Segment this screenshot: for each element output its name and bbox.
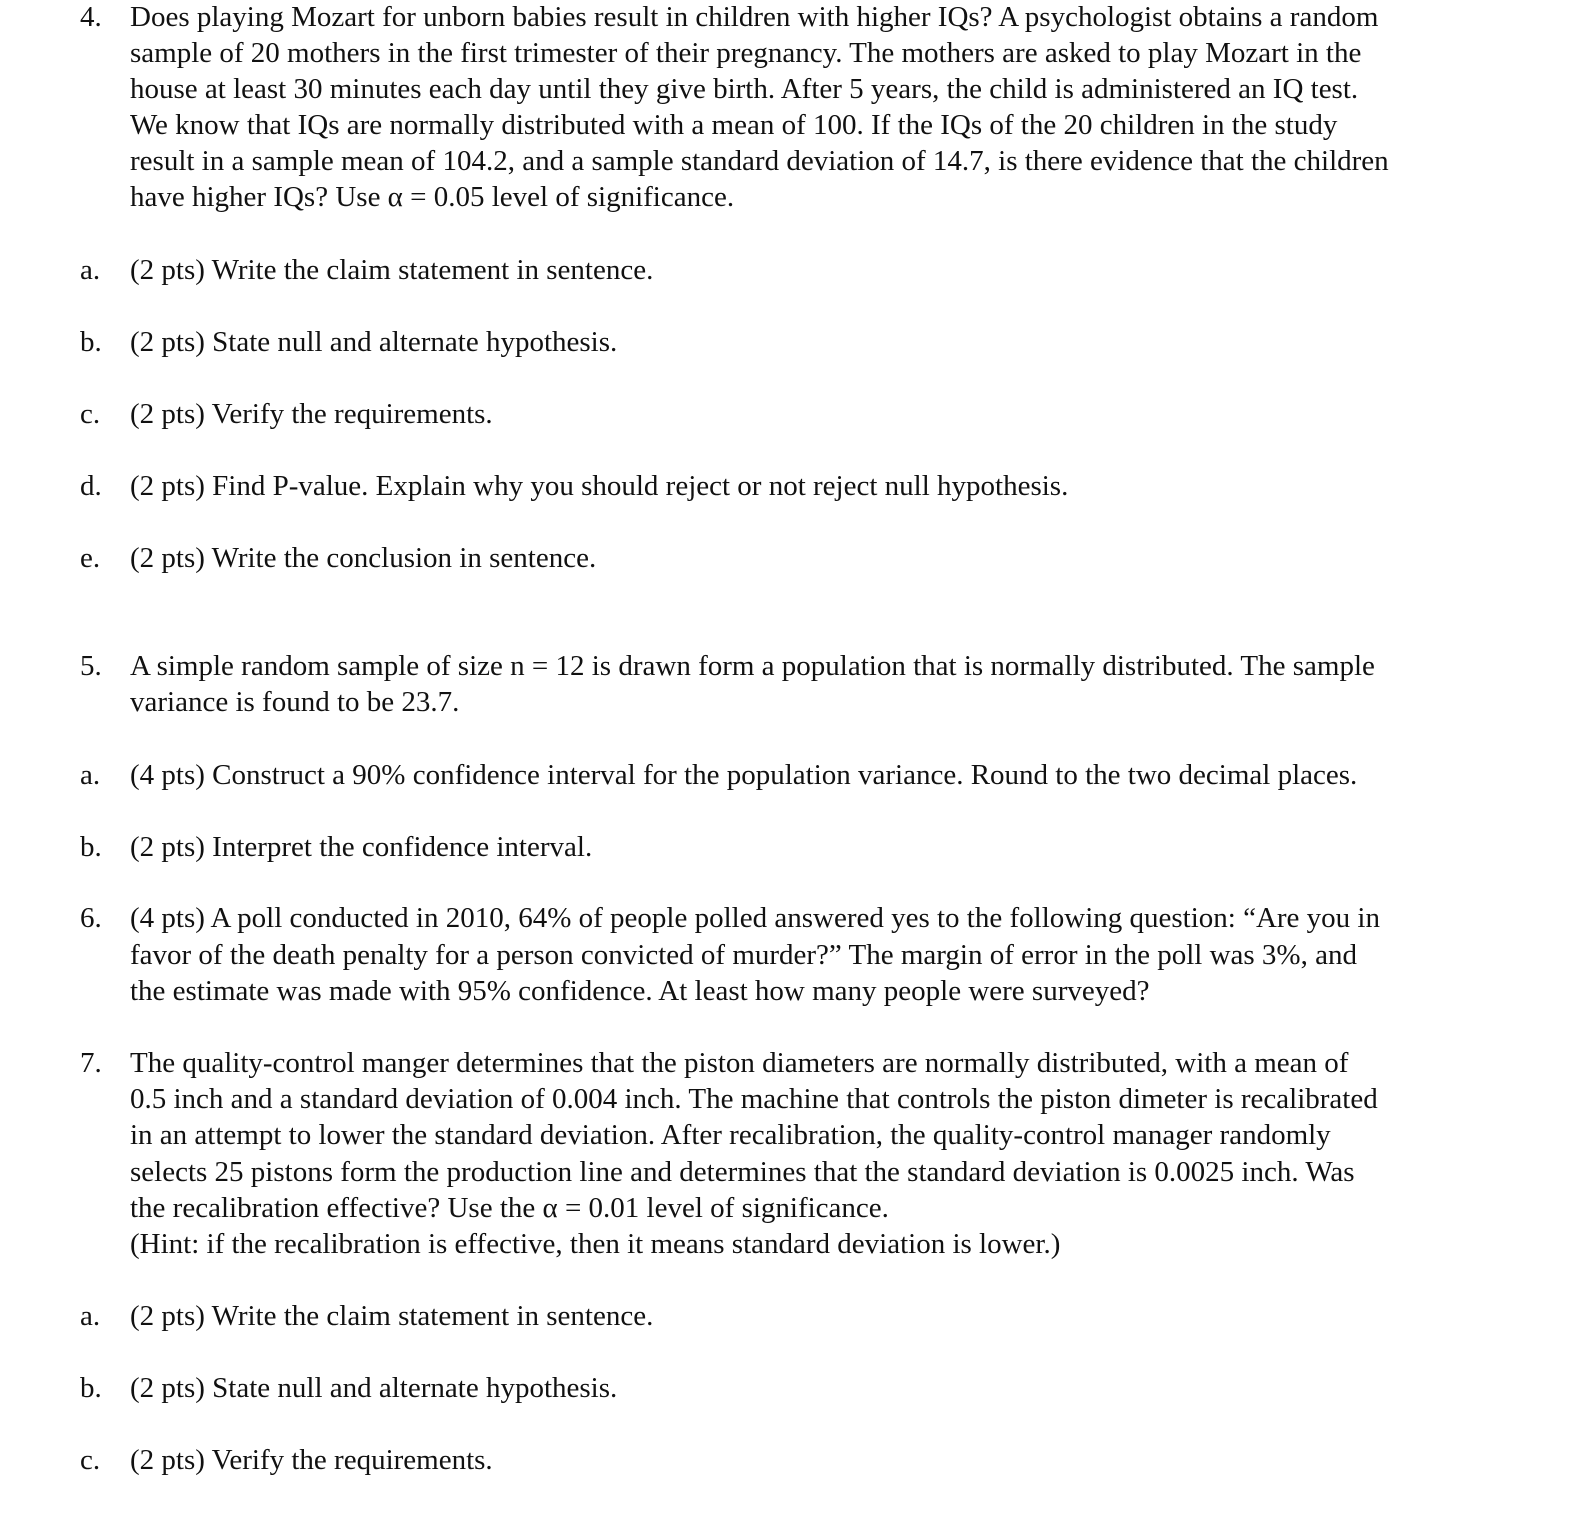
- item-text-line: (2 pts) Find P-value. Explain why you should reject or not reject null hypothesis.: [130, 470, 1069, 502]
- item-text-line: (2 pts) State null and alternate hypothesis.: [130, 1372, 618, 1404]
- item-text-line: (2 pts) Verify the requirements.: [130, 1444, 493, 1476]
- item-text-line: variance is found to be 23.7.: [130, 686, 460, 718]
- item-text-line: We know that IQs are normally distributed with a mean of 100. If the IQs of the 20 children in the study: [130, 109, 1338, 141]
- item-text-line: selects 25 pistons form the production line and determines that the standard deviation is 0.0025 inch. Was: [130, 1155, 1355, 1188]
- item-text-line: result in a sample mean of 104.2, and a sample standard deviation of 14.7, is there evidence that the children: [130, 145, 1389, 177]
- item-marker: 6.: [80, 902, 102, 934]
- item-marker: d.: [80, 470, 102, 502]
- item-text-line: (Hint: if the recalibration is effective, then it means standard deviation is lower.): [130, 1228, 1061, 1260]
- item-text-line: (2 pts) Write the conclusion in sentence.: [130, 542, 597, 574]
- item-text-line: (2 pts) State null and alternate hypothesis.: [130, 326, 618, 358]
- item-marker: c.: [80, 398, 101, 430]
- item-text-line: in an attempt to lower the standard deviation. After recalibration, the quality-control manager randomly: [130, 1119, 1331, 1152]
- item-marker: a.: [80, 254, 101, 286]
- item-text-line: (4 pts) A poll conducted in 2010, 64% of people polled answered yes to the following question: “Are you in: [130, 902, 1380, 934]
- item-marker: 7.: [80, 1047, 102, 1079]
- item-marker: a.: [80, 759, 101, 791]
- item-text-line: (2 pts) Interpret the confidence interval.: [130, 831, 593, 863]
- item-marker: b.: [80, 326, 102, 358]
- item-text-line: the estimate was made with 95% confidence. At least how many people were surveyed?: [130, 975, 1150, 1007]
- item-marker: e.: [80, 542, 101, 574]
- item-text-line: have higher IQs? Use α = 0.05 level of significance.: [130, 181, 735, 213]
- item-text-line: house at least 30 minutes each day until they give birth. After 5 years, the child is administered an IQ test.: [130, 73, 1359, 105]
- item-text-line: (4 pts) Construct a 90% confidence interval for the population variance. Round to the two decimal places.: [130, 759, 1358, 791]
- item-text-line: (2 pts) Write the claim statement in sentence.: [130, 1300, 654, 1332]
- item-marker: b.: [80, 1372, 102, 1404]
- item-text-line: favor of the death penalty for a person convicted of murder?” The margin of error in the poll was 3%, and: [130, 938, 1357, 971]
- item-marker: b.: [80, 831, 102, 863]
- item-marker: c.: [80, 1444, 101, 1476]
- item-text-line: the recalibration effective? Use the α = 0.01 level of significance.: [130, 1191, 889, 1224]
- item-text-line: A simple random sample of size n = 12 is drawn form a population that is normally distributed. The sample: [130, 650, 1375, 682]
- item-marker: 4.: [80, 1, 102, 33]
- item-text-line: sample of 20 mothers in the first trimester of their pregnancy. The mothers are asked to play Mozart in the: [130, 37, 1362, 69]
- item-text-line: The quality-control manger determines that the piston diameters are normally distributed, with a mean of: [130, 1047, 1349, 1079]
- item-text-line: (2 pts) Write the claim statement in sentence.: [130, 254, 654, 286]
- item-text-line: (2 pts) Verify the requirements.: [130, 398, 493, 430]
- item-marker: a.: [80, 1300, 101, 1332]
- item-text-line: 0.5 inch and a standard deviation of 0.004 inch. The machine that controls the piston dimeter is recalibrated: [130, 1083, 1378, 1116]
- item-marker: 5.: [80, 650, 102, 682]
- item-text-line: Does playing Mozart for unborn babies result in children with higher IQs? A psychologist obtains a random: [130, 1, 1379, 33]
